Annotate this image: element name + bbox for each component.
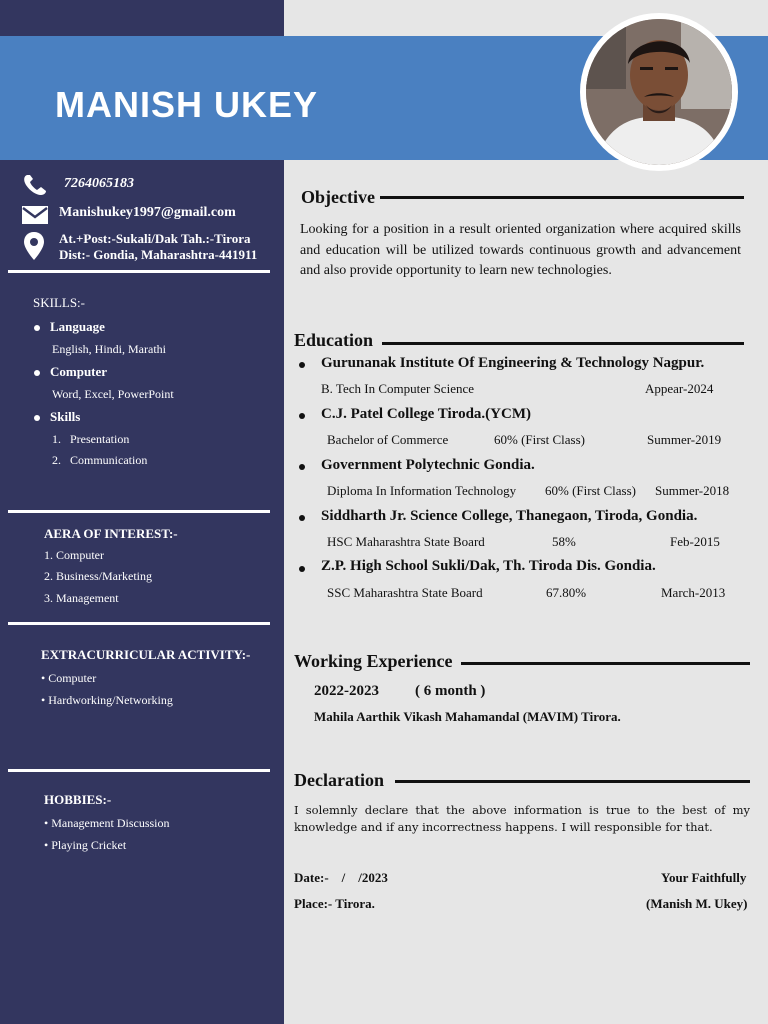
skills-skills-label: Skills <box>34 409 80 425</box>
education-score: 58% <box>552 534 576 549</box>
phone-number[interactable]: 7264065183 <box>64 176 134 191</box>
skills-computer-label: Computer <box>34 364 107 380</box>
declaration-text: I solemnly declare that the above information is true to the best of my knowledge and if any incorrectness happens. I will responsible for that. <box>294 803 750 834</box>
experience-period: 2022-2023 <box>314 683 379 699</box>
bullet-icon <box>299 464 305 470</box>
education-course: Bachelor of Commerce <box>327 432 449 447</box>
declaration-place: Place:- Tirora. <box>294 896 375 911</box>
objective-text: Looking for a position in a result oriented organization where acquired skills and education will be utilized towards continuous growth and advancement and also provide opportunity to learn new technologies. <box>300 222 741 278</box>
education-institute: Government Polytechnic Gondia. <box>321 457 535 473</box>
bullet-icon <box>299 515 305 521</box>
divider <box>8 510 270 513</box>
education-date: March-2013 <box>661 585 726 600</box>
phone-icon <box>22 174 48 196</box>
education-score: 60% (First Class) <box>494 432 585 447</box>
address-line-2: Dist:- Gondia, Maharashtra-441911 <box>59 247 258 262</box>
education-course: SSC Maharashtra State Board <box>327 585 483 600</box>
hobbies-item: • Management Discussion <box>44 816 170 830</box>
education-institute: Siddharth Jr. Science College, Thanegaon, Tiroda, Gondia. <box>321 508 698 524</box>
experience-organization: Mahila Aarthik Vikash Mahamandal (MAVIM) Tirora. <box>314 709 621 724</box>
declaration-date: Date:- / /2023 <box>294 870 388 885</box>
education-course: HSC Maharashtra State Board <box>327 534 485 549</box>
profile-photo <box>580 13 738 171</box>
education-institute: Gurunanak Institute Of Engineering & Technology Nagpur. <box>321 355 705 371</box>
experience-heading: Working Experience <box>294 651 453 671</box>
extracurricular-item: • Computer <box>41 671 97 685</box>
education-score: 60% (First Class) <box>545 483 636 498</box>
extracurricular-heading: EXTRACURRICULAR ACTIVITY:- <box>41 647 251 662</box>
bullet-icon <box>299 362 305 368</box>
divider <box>8 270 270 273</box>
bullet-icon <box>299 413 305 419</box>
divider <box>382 342 744 345</box>
bullet-icon <box>34 415 40 421</box>
education-date: Appear-2024 <box>645 381 714 396</box>
declaration-signature: (Manish M. Ukey) <box>646 896 748 911</box>
divider <box>380 196 744 199</box>
education-institute: C.J. Patel College Tiroda.(YCM) <box>321 406 531 422</box>
bullet-icon <box>34 325 40 331</box>
email-icon <box>22 206 48 224</box>
avatar <box>586 19 732 165</box>
education-score: 67.80% <box>546 585 587 600</box>
interest-item: 1. Computer <box>44 548 104 562</box>
bullet-icon <box>34 370 40 376</box>
education-date: Summer-2018 <box>655 483 730 498</box>
skills-computer-value: Word, Excel, PowerPoint <box>52 387 174 401</box>
declaration-heading: Declaration <box>294 770 384 790</box>
experience-duration: ( 6 month ) <box>415 683 486 699</box>
skills-heading: SKILLS:- <box>33 295 85 310</box>
interest-heading: AERA OF INTEREST:- <box>44 526 178 541</box>
skills-language-label: Language <box>34 319 105 335</box>
education-institute: Z.P. High School Sukli/Dak, Th. Tiroda Dis. Gondia. <box>321 558 656 574</box>
divider <box>395 780 750 783</box>
education-heading: Education <box>294 330 374 350</box>
divider <box>461 662 750 665</box>
education-date: Feb-2015 <box>670 534 720 549</box>
skills-list-item: 2. Communication <box>52 453 148 467</box>
interest-item: 2. Business/Marketing <box>44 569 152 583</box>
objective-heading: Objective <box>301 187 375 207</box>
education-course: B. Tech In Computer Science <box>321 381 475 396</box>
interest-item: 3. Management <box>44 591 119 605</box>
candidate-name: MANISH UKEY <box>55 84 319 125</box>
skills-language-value: English, Hindi, Marathi <box>52 342 166 356</box>
divider <box>8 769 270 772</box>
location-icon <box>24 232 44 260</box>
extracurricular-item: • Hardworking/Networking <box>41 693 173 707</box>
email-address[interactable]: Manishukey1997@gmail.com <box>59 205 236 220</box>
education-course: Diploma In Information Technology <box>327 483 517 498</box>
hobbies-item: • Playing Cricket <box>44 838 127 852</box>
declaration-closing: Your Faithfully <box>661 870 747 885</box>
hobbies-heading: HOBBIES:- <box>44 792 112 807</box>
divider <box>8 622 270 625</box>
skills-list-item: 1. Presentation <box>52 432 130 446</box>
bullet-icon <box>299 566 305 572</box>
education-date: Summer-2019 <box>647 432 722 447</box>
address-line-1: At.+Post:-Sukali/Dak Tah.:-Tirora <box>59 231 251 246</box>
